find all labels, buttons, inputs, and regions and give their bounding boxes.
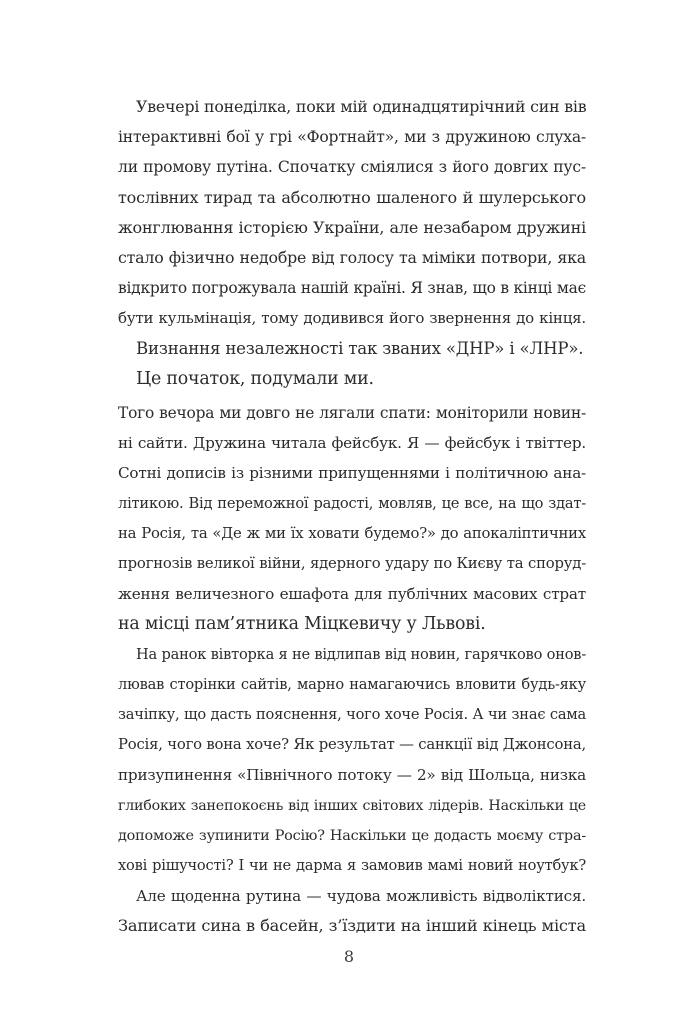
text-line: зачіпку, що дасть пояснення, чого хоче Росія. А чи знає сама: [118, 706, 586, 724]
text-line: ження величезного ешафота для публічних масових страт: [118, 585, 586, 604]
text-line: на місці пам’ятника Міцкевичу у Львові.: [118, 614, 486, 635]
text-line: Визнання незалежності так званих «ДНР» і «ЛНР».: [136, 338, 584, 358]
text-line: лював сторінки сайтів, марно намагаючись вловити будь-яку: [118, 675, 586, 693]
page-number: 8: [343, 947, 355, 966]
text-line: Того вечора ми довго не лягали спати: моніторили новин-: [118, 404, 586, 422]
text-line: прогнозів великої війни, ядерного удару по Києву та споруд-: [118, 555, 586, 573]
text-line: Росія, чого вона хоче? Як результат — санкції від Джонсона,: [118, 736, 586, 754]
text-line: Увечері понеділка, поки мій одинадцятирічний син вів: [136, 97, 586, 116]
text-line: Записати сина в басейн, з’їздити на інший кінець міста: [118, 916, 586, 936]
text-line: жонглювання історією України, але незабаром дружині: [118, 217, 586, 237]
text-line: стало фізично недобре від голосу та міміки потвори, яка: [118, 248, 586, 268]
text-line: відкрито погрожувала нашій країні. Я знав, що в кінці має: [118, 279, 586, 298]
text-line: інтерактивні бої у грі «Фортнайт», ми з дружиною слуха-: [118, 128, 586, 147]
text-line: бути кульмінація, тому додивився його звернення до кінця.: [118, 309, 586, 328]
text-line: Це початок, подумали ми.: [136, 368, 374, 389]
text-line: літикою. Від переможної радості, мовляв, це все, на що здат-: [118, 494, 586, 512]
text-line: на Росія, та «Де ж ми їх ховати будемо?» до апокаліптичних: [118, 524, 586, 542]
text-line: ли промову путіна. Спочатку сміялися з його довгих пус-: [118, 158, 586, 177]
text-line: Сотні дописів із різними припущеннями і політичною ана-: [118, 464, 586, 483]
text-line: допоможе зупинити Росію? Наскільки це додасть моєму стра-: [118, 827, 586, 844]
text-line: На ранок вівторка я не відлипав від новин, гарячково онов-: [136, 645, 586, 663]
text-section-2: [118, 398, 586, 942]
text-line: хові рішучості? І чи не дарма я замовив мамі новий ноутбук?: [118, 857, 586, 875]
text-line: Але щоденна рутина — чудова можливість відволіктися.: [136, 887, 586, 906]
text-line: глибоких занепокоєнь від інших світових лідерів. Наскільки це: [118, 797, 586, 814]
text-section-1: [118, 92, 586, 394]
text-line: ні сайти. Дружина читала фейсбук. Я — фейсбук і твіттер.: [118, 434, 586, 453]
text-line: призупинення «Північного потоку — 2» від Шольца, низка: [118, 766, 586, 785]
text-line: тослівних тирад та абсолютно шаленого й шулерського: [118, 187, 586, 207]
